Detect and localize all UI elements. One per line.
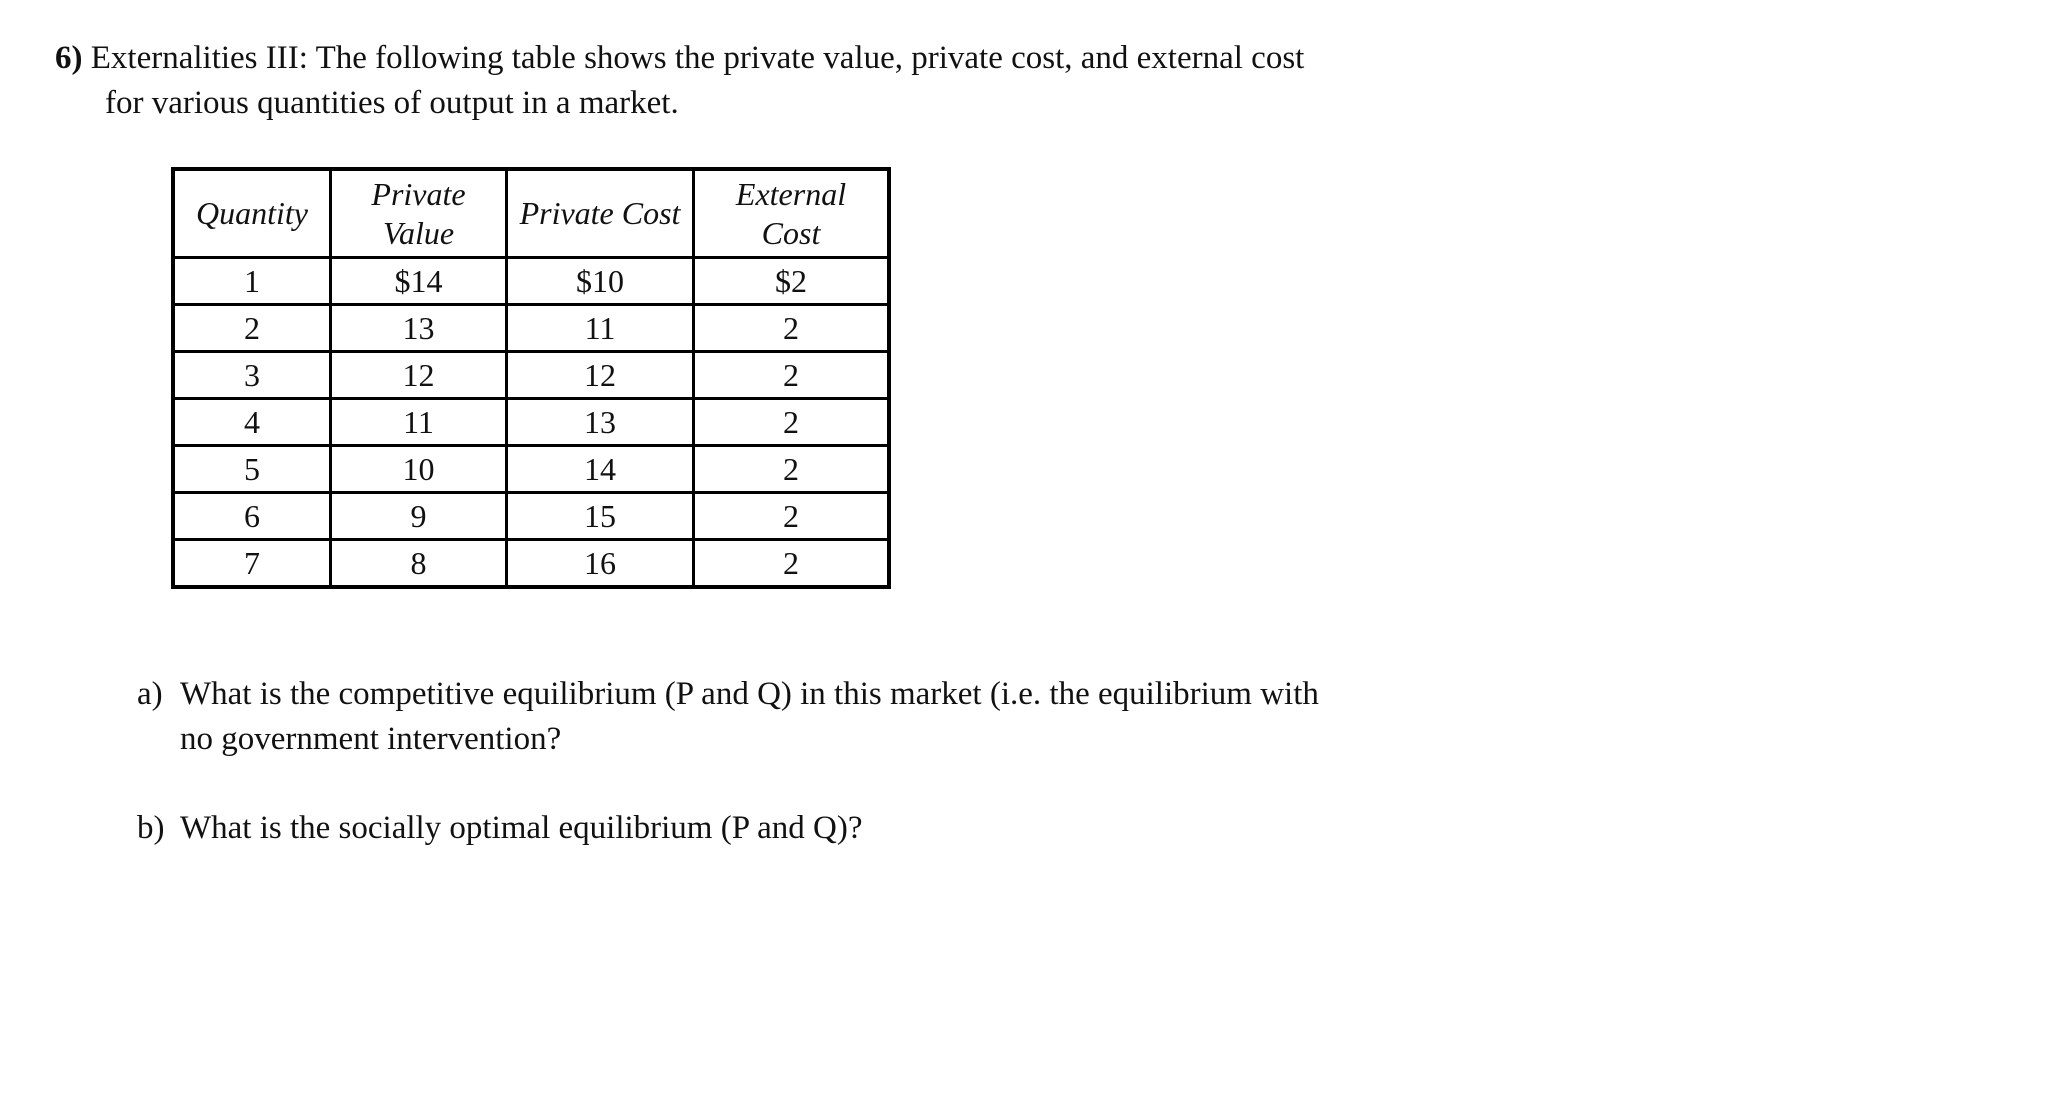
cell-private-value: 13 bbox=[331, 305, 507, 352]
cell-private-cost: 15 bbox=[507, 493, 694, 540]
table-row bbox=[173, 305, 889, 352]
table-row bbox=[173, 258, 889, 305]
cell-external-cost: 2 bbox=[694, 352, 890, 399]
cell-external-cost: 2 bbox=[694, 399, 890, 446]
question-line-2: for various quantities of output in a market. bbox=[105, 85, 679, 121]
part-b-marker: b) bbox=[137, 810, 165, 846]
question-6 bbox=[55, 36, 1435, 126]
part-a-line-1 bbox=[137, 672, 1319, 717]
cell-external-cost: 2 bbox=[694, 540, 890, 588]
part-a-marker: a) bbox=[137, 676, 163, 712]
part-b-text: What is the socially optimal equilibrium (P and Q)? bbox=[180, 810, 863, 846]
cell-private-value: 9 bbox=[331, 493, 507, 540]
cell-private-cost: 16 bbox=[507, 540, 694, 588]
cell-quantity: 1 bbox=[173, 258, 331, 305]
table-row bbox=[173, 399, 889, 446]
header-external-cost: External Cost bbox=[694, 169, 890, 258]
part-b-line-1 bbox=[137, 806, 862, 851]
question-number: 6) bbox=[55, 40, 83, 76]
cell-quantity: 3 bbox=[173, 352, 331, 399]
part-b bbox=[137, 806, 862, 851]
question-line-1 bbox=[55, 36, 1435, 81]
question-text: Externalities III: The following table shows the private value, private cost, and external cost bbox=[90, 40, 1305, 76]
cell-private-value: 8 bbox=[331, 540, 507, 588]
table-row bbox=[173, 352, 889, 399]
part-a-line-2: no government intervention? bbox=[180, 721, 562, 757]
cell-private-value: 11 bbox=[331, 399, 507, 446]
header-private-cost: Private Cost bbox=[507, 169, 694, 258]
cell-quantity: 7 bbox=[173, 540, 331, 588]
cell-private-cost: 13 bbox=[507, 399, 694, 446]
cell-quantity: 6 bbox=[173, 493, 331, 540]
table-row bbox=[173, 493, 889, 540]
cell-private-value: 12 bbox=[331, 352, 507, 399]
table-row bbox=[173, 446, 889, 493]
data-table bbox=[171, 167, 891, 589]
header-quantity: Quantity bbox=[173, 169, 331, 258]
cell-quantity: 5 bbox=[173, 446, 331, 493]
cell-private-cost: 14 bbox=[507, 446, 694, 493]
cell-quantity: 4 bbox=[173, 399, 331, 446]
part-a bbox=[137, 672, 1319, 762]
table-header-row bbox=[173, 169, 889, 258]
cell-external-cost: 2 bbox=[694, 305, 890, 352]
cell-external-cost: $2 bbox=[694, 258, 890, 305]
cell-private-value: $14 bbox=[331, 258, 507, 305]
cell-private-value: 10 bbox=[331, 446, 507, 493]
part-a-text: What is the competitive equilibrium (P and Q) in this market (i.e. the equilibrium with bbox=[180, 676, 1319, 712]
cell-quantity: 2 bbox=[173, 305, 331, 352]
cell-private-cost: $10 bbox=[507, 258, 694, 305]
cell-external-cost: 2 bbox=[694, 493, 890, 540]
cell-private-cost: 12 bbox=[507, 352, 694, 399]
cell-external-cost: 2 bbox=[694, 446, 890, 493]
cell-private-cost: 11 bbox=[507, 305, 694, 352]
header-private-value: Private Value bbox=[331, 169, 507, 258]
table-row bbox=[173, 540, 889, 588]
